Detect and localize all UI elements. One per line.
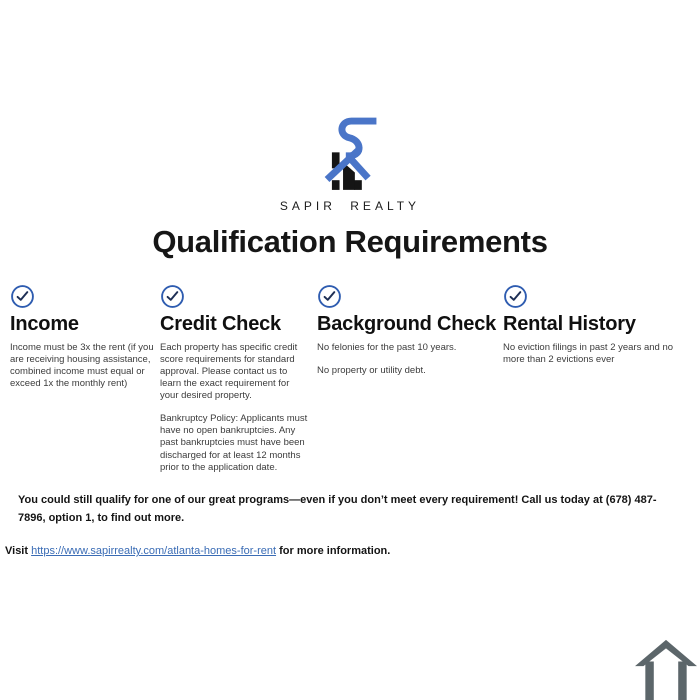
column-paragraph: No property or utility debt.	[317, 365, 426, 377]
column-paragraph: Bankruptcy Policy: Applicants must have no open bankruptcies. Any past bankruptcies must have been discharged for at least 12 months prior to the application date.	[160, 413, 308, 473]
column-paragraph: Income must be 3x the rent (if you are receiving housing assistance, combined income must equal or exceed 1x the monthly rent)	[10, 342, 154, 390]
column-paragraph: Each property has specific credit score requirements for standard approval. Please contact us to learn the exact requirement for your desired property.	[160, 342, 298, 402]
column-paragraph: No eviction filings in past 2 years and no more than 2 evictions ever	[503, 342, 674, 366]
requirement-column-background-check	[317, 284, 495, 388]
requirement-column-income	[10, 284, 160, 401]
page-title: Qualification Requirements	[152, 224, 548, 259]
column-heading: Rental History	[503, 313, 636, 335]
column-heading: Background Check	[317, 313, 497, 335]
qualify-highlight-text: You could still qualify for one of our great programs—even if you don’t meet every requirement! Call us today at (678) 487-7896, option 1, to find out more.	[18, 494, 657, 524]
check-circle-icon	[160, 284, 185, 309]
column-heading: Credit Check	[160, 313, 281, 335]
brand-header	[0, 112, 700, 213]
house-outline-icon	[635, 638, 697, 700]
visit-suffix: for more information.	[276, 545, 391, 557]
website-link[interactable]: https://www.sapirrealty.com/atlanta-homes-for-rent	[31, 545, 277, 557]
brand-wordmark: SAPIR REALTY	[279, 199, 421, 213]
requirement-column-rental-history	[503, 284, 695, 377]
column-heading: Income	[10, 313, 79, 335]
requirement-column-credit-check	[160, 284, 310, 485]
check-circle-icon	[503, 284, 528, 309]
visit-prefix: Visit	[5, 545, 32, 557]
check-circle-icon	[317, 284, 342, 309]
sr-monogram-logo-icon	[314, 112, 386, 192]
column-paragraph: No felonies for the past 10 years.	[317, 342, 457, 353]
check-circle-icon	[10, 284, 35, 309]
visit-line	[5, 545, 685, 557]
